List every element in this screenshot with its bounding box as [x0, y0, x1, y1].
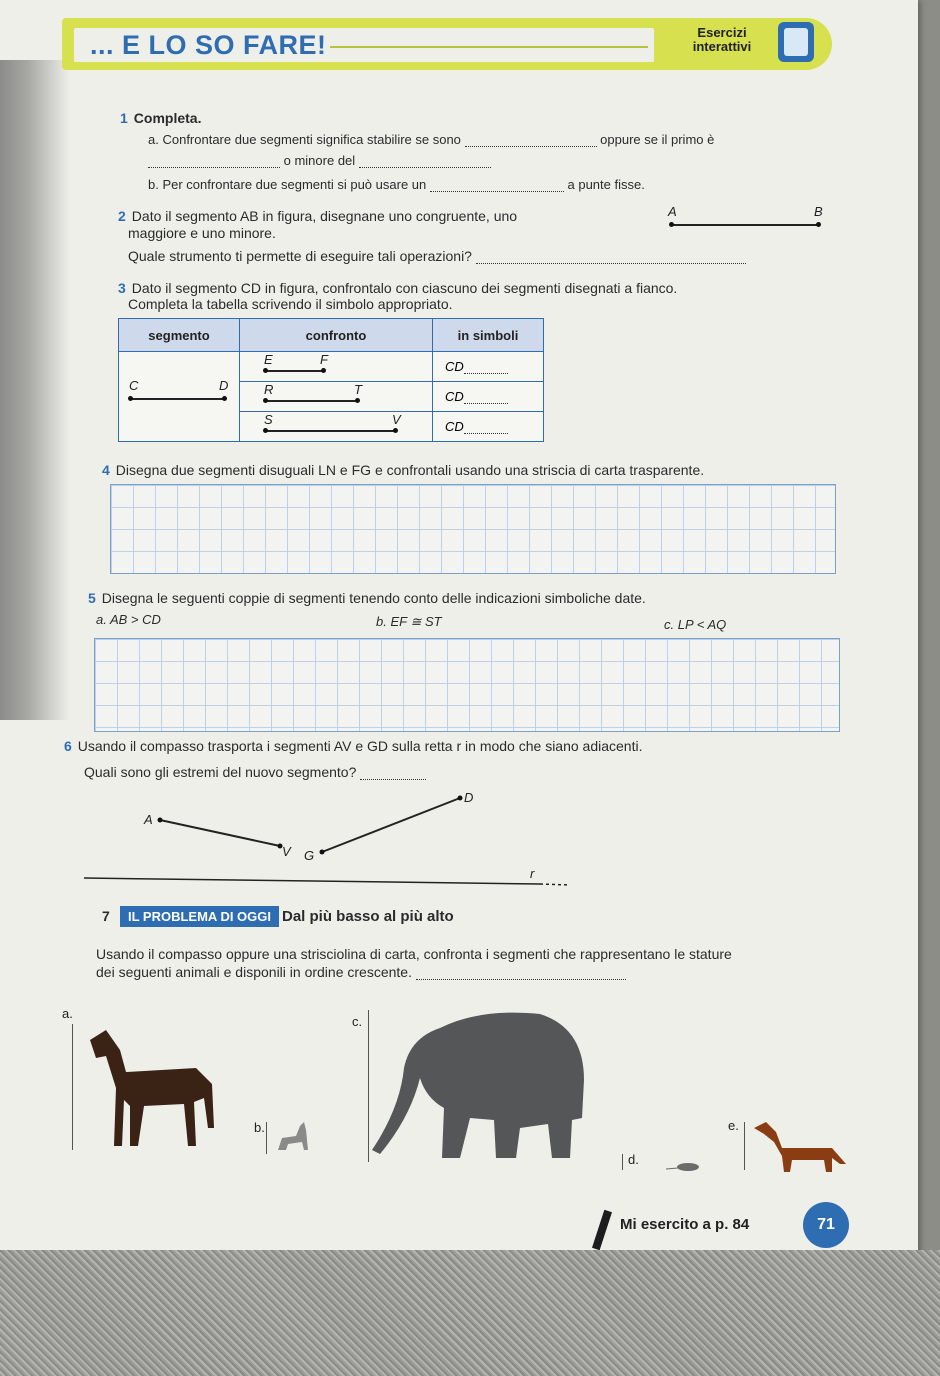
exercise-1a-text: Confrontare due segmenti significa stabilire se sono: [162, 132, 461, 147]
symbol-cd: CD: [445, 389, 464, 404]
horse-image: [86, 1028, 220, 1154]
col-confronto: confronto: [240, 319, 433, 352]
exercise-1a-text3: o minore del: [283, 153, 356, 168]
exercise-5a: a. AB > CD: [96, 612, 161, 627]
exercise-7-text1: Usando il compasso oppure una strisciolina di carta, confronta i segmenti che rappresentano le stature: [96, 946, 732, 962]
point-label-f: F: [320, 352, 328, 367]
exercise-number: 2: [118, 208, 126, 224]
esercizi-label: Esercizi: [697, 25, 747, 40]
page-title: ... E LO SO FARE!: [90, 30, 327, 60]
exercise-6-text1: Usando il compasso trasporta i segmenti AV e GD sulla retta r in modo che siano adiacenti.: [77, 738, 643, 754]
point-label-c: C: [129, 378, 139, 393]
mouse-image: [664, 1160, 704, 1172]
symbol-cd: CD: [445, 359, 464, 374]
exercise-5c: c. LP < AQ: [664, 617, 727, 632]
exercise-number: 5: [88, 590, 96, 606]
exercise-1b-text: Per confrontare due segmenti si può usare un: [162, 177, 427, 192]
exercise-1b-text2: a punte fisse.: [567, 177, 645, 192]
label-r: r: [530, 866, 535, 881]
point-label-a: A: [668, 204, 677, 219]
exercise-2-text1: Dato il segmento AB in figura, disegnane uno congruente, uno: [131, 208, 518, 224]
exercise-7-title: Dal più basso al più alto: [282, 908, 454, 925]
point-label-t: T: [354, 382, 362, 397]
exercise-title: Completa.: [133, 110, 202, 126]
exercise-3-text1: Dato il segmento CD in figura, confrontalo con ciascuno dei segmenti disegnati a fianco.: [131, 280, 678, 296]
exercise-5-text: Disegna le seguenti coppie di segmenti tenendo conto delle indicazioni simboliche date.: [101, 590, 646, 606]
point-a: [158, 818, 163, 823]
label-d: D: [464, 790, 474, 805]
point-label-v: V: [392, 412, 401, 427]
page-number: 71: [803, 1202, 849, 1248]
exercise-number: 3: [118, 280, 126, 296]
point-g: [320, 850, 325, 855]
exercise-number: 6: [64, 738, 72, 754]
label-g: G: [304, 848, 315, 863]
point-label-e: E: [264, 352, 273, 367]
stature-bar-b: [266, 1122, 267, 1154]
dachshund-image: [752, 1120, 850, 1176]
line-r-continuation: [540, 884, 570, 885]
point-label-s: S: [264, 412, 273, 427]
label-v: V: [282, 844, 291, 859]
line-r: [84, 878, 540, 884]
elephant-image: [370, 1008, 594, 1164]
exercise-7-text2: dei seguenti animali e disponili in ordine crescente.: [96, 964, 412, 980]
cat-image: [276, 1120, 310, 1154]
exercise-2-text3: Quale strumento ti permette di eseguire tali operazioni?: [128, 248, 472, 264]
exercise-2-text2: maggiore e uno minore.: [128, 225, 276, 241]
exercise-4-text: Disegna due segmenti disuguali LN e FG e confrontali usando una striscia di carta trasparente.: [115, 462, 705, 478]
col-segmento: segmento: [119, 319, 240, 352]
segment-av: [160, 820, 280, 846]
animal-label-c: c.: [352, 1014, 363, 1029]
segment-gd: [322, 798, 460, 852]
point-label-r: R: [264, 382, 274, 397]
background-surface: [0, 1250, 940, 1376]
label-a: A: [144, 812, 153, 827]
practice-link[interactable]: Mi esercito a p. 84: [620, 1216, 750, 1233]
animal-label-b: b.: [254, 1120, 265, 1135]
exercise-7-number: 7: [102, 908, 110, 924]
animal-label-e: e.: [728, 1118, 739, 1133]
stature-bar-c: [368, 1010, 369, 1162]
point-d: [458, 796, 463, 801]
exercise-7-line2: [96, 964, 626, 980]
exercise-1a-text2: oppure se il primo è: [600, 132, 715, 147]
exercise-3-text2: Completa la tabella scrivendo il simbolo appropriato.: [128, 296, 453, 312]
symbol-cd: CD: [445, 419, 464, 434]
exercise-number: 1: [120, 110, 128, 126]
point-label-b: B: [814, 204, 823, 219]
exercise-5b: b. EF ≅ ST: [376, 614, 442, 629]
col-in-simboli: in simboli: [433, 319, 544, 352]
point-label-d: D: [219, 378, 229, 393]
answer-blank[interactable]: [416, 967, 626, 980]
item-label: b.: [148, 177, 159, 192]
exercise-6-text2: Quali sono gli estremi del nuovo segmento?: [84, 764, 357, 780]
animal-label-a: a.: [62, 1006, 73, 1021]
stature-bar-a: [72, 1024, 73, 1150]
exercise-number: 4: [102, 462, 110, 478]
item-label: a.: [148, 132, 159, 147]
animal-label-d: d.: [628, 1152, 639, 1167]
problem-of-the-day-badge: IL PROBLEMA DI OGGI: [120, 906, 279, 927]
stature-bar-d: [622, 1154, 623, 1170]
stature-bar-e: [744, 1122, 745, 1170]
interattivi-label: interattivi: [692, 39, 752, 54]
